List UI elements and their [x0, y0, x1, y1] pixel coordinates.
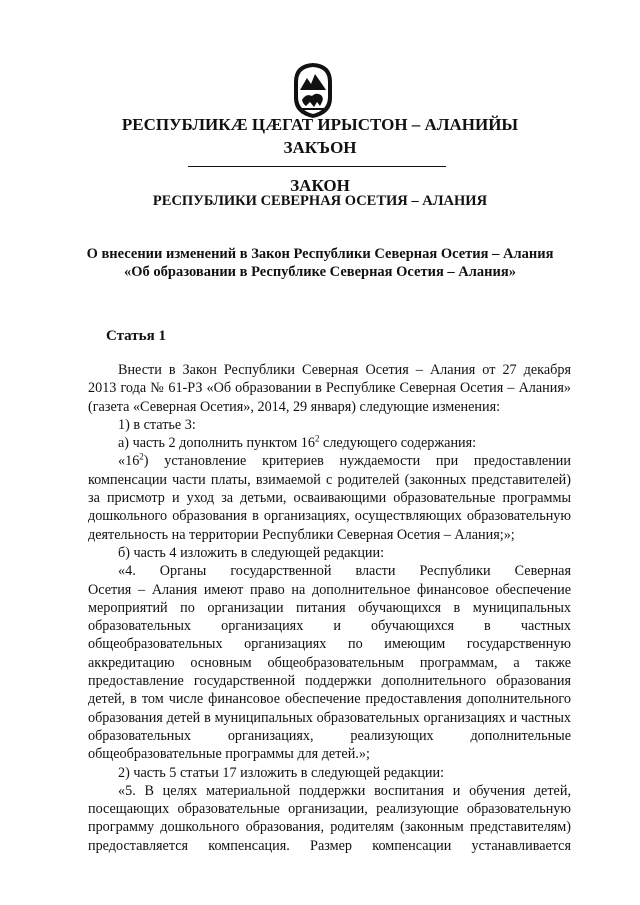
body-line: аккредитацию основным общеобразовательным программам, а также [88, 654, 571, 671]
law-title-line-2: «Об образовании в Республике Северная Осетия – Алания» [124, 264, 516, 280]
superscript: 2 [139, 452, 144, 462]
body-text: «16 [118, 453, 140, 470]
body-line: «4. Органы государственной власти Республики Северная [118, 563, 571, 580]
document-body [88, 361, 571, 855]
body-line: общеобразовательные программы для детей.»; [88, 746, 370, 763]
article-heading: Статья 1 [106, 328, 166, 344]
body-line [88, 452, 571, 470]
law-title-line-1: О внесении изменений в Закон Республики Северная Осетия – Алания [86, 246, 554, 262]
body-line: «5. В целях материальной поддержки воспитания и обучения детей, [118, 782, 571, 799]
header-republic: РЕСПУБЛИКИ СЕВЕРНАЯ ОСЕТИЯ – АЛАНИЯ [152, 193, 488, 209]
body-line: предоставляется компенсация. Размер компенсации устанавливается [88, 837, 571, 854]
body-text: ) установление критериев нуждаемости при предоставлении [143, 453, 571, 470]
body-line: посещающих образовательные организации, реализующие образовательную [88, 801, 571, 818]
header-ossetian-republic: РЕСПУБЛИКӔ ЦӔГАТ ИРЫСТОН – АЛАНИЙЫ [121, 115, 519, 134]
body-text: следующего содержания: [319, 435, 477, 452]
body-line: мероприятий по организации питания обучающихся в муниципальных [88, 599, 571, 616]
body-line: 2) часть 5 статьи 17 изложить в следующей редакции: [118, 764, 445, 781]
body-line: 1) в статье 3: [118, 416, 196, 433]
header-ossetian-law: ЗАКЪОН [283, 138, 357, 157]
body-line: дошкольного образования в организациях, осуществляющих образовательную [88, 508, 571, 525]
body-line: предоставление государственной поддержки дополнительного образования [88, 673, 571, 690]
body-line: б) часть 4 изложить в следующей редакции: [118, 544, 385, 561]
body-line: программу дошкольного образования, родителям (законным представителям) [88, 819, 571, 836]
body-line: образовательных организациях, реализующих дополнительные [88, 727, 571, 744]
body-line: Внести в Закон Республики Северная Осетия – Алания от 27 декабря [118, 362, 571, 378]
body-line: образовательных организациях и обучающихся в частных [88, 618, 571, 635]
body-line: образования детей в муниципальных образовательных организациях и частных [88, 709, 571, 726]
body-line [88, 434, 571, 452]
body-text: а) часть 2 дополнить пунктом 16 [118, 435, 315, 452]
header-law: ЗАКОН [290, 176, 350, 195]
body-line: общеобразовательных организациях по имеющим государственную [88, 636, 571, 653]
body-line: компенсации части платы, взимаемой с родителей (законных представителей) [88, 471, 571, 488]
body-line: 2013 года № 61-РЗ «Об образовании в Республике Северная Осетия – Алания» [88, 380, 571, 397]
coat-of-arms-emblem [290, 60, 336, 120]
body-line: за присмотр и уход за детьми, осваивающими образовательные программы [88, 490, 571, 507]
divider-line [188, 166, 446, 167]
superscript: 2 [314, 434, 320, 444]
body-line: детей, в том числе финансовое обеспечение предоставления дополнительного [88, 691, 571, 708]
body-line: Осетия – Алания имеют право на дополнительное финансовое обеспечение [88, 581, 571, 598]
body-line: деятельность на территории Республики Северная Осетия – Алания;»; [88, 526, 515, 543]
body-line: (газета «Северная Осетия», 2014, 29 января) следующие изменения: [88, 398, 501, 415]
